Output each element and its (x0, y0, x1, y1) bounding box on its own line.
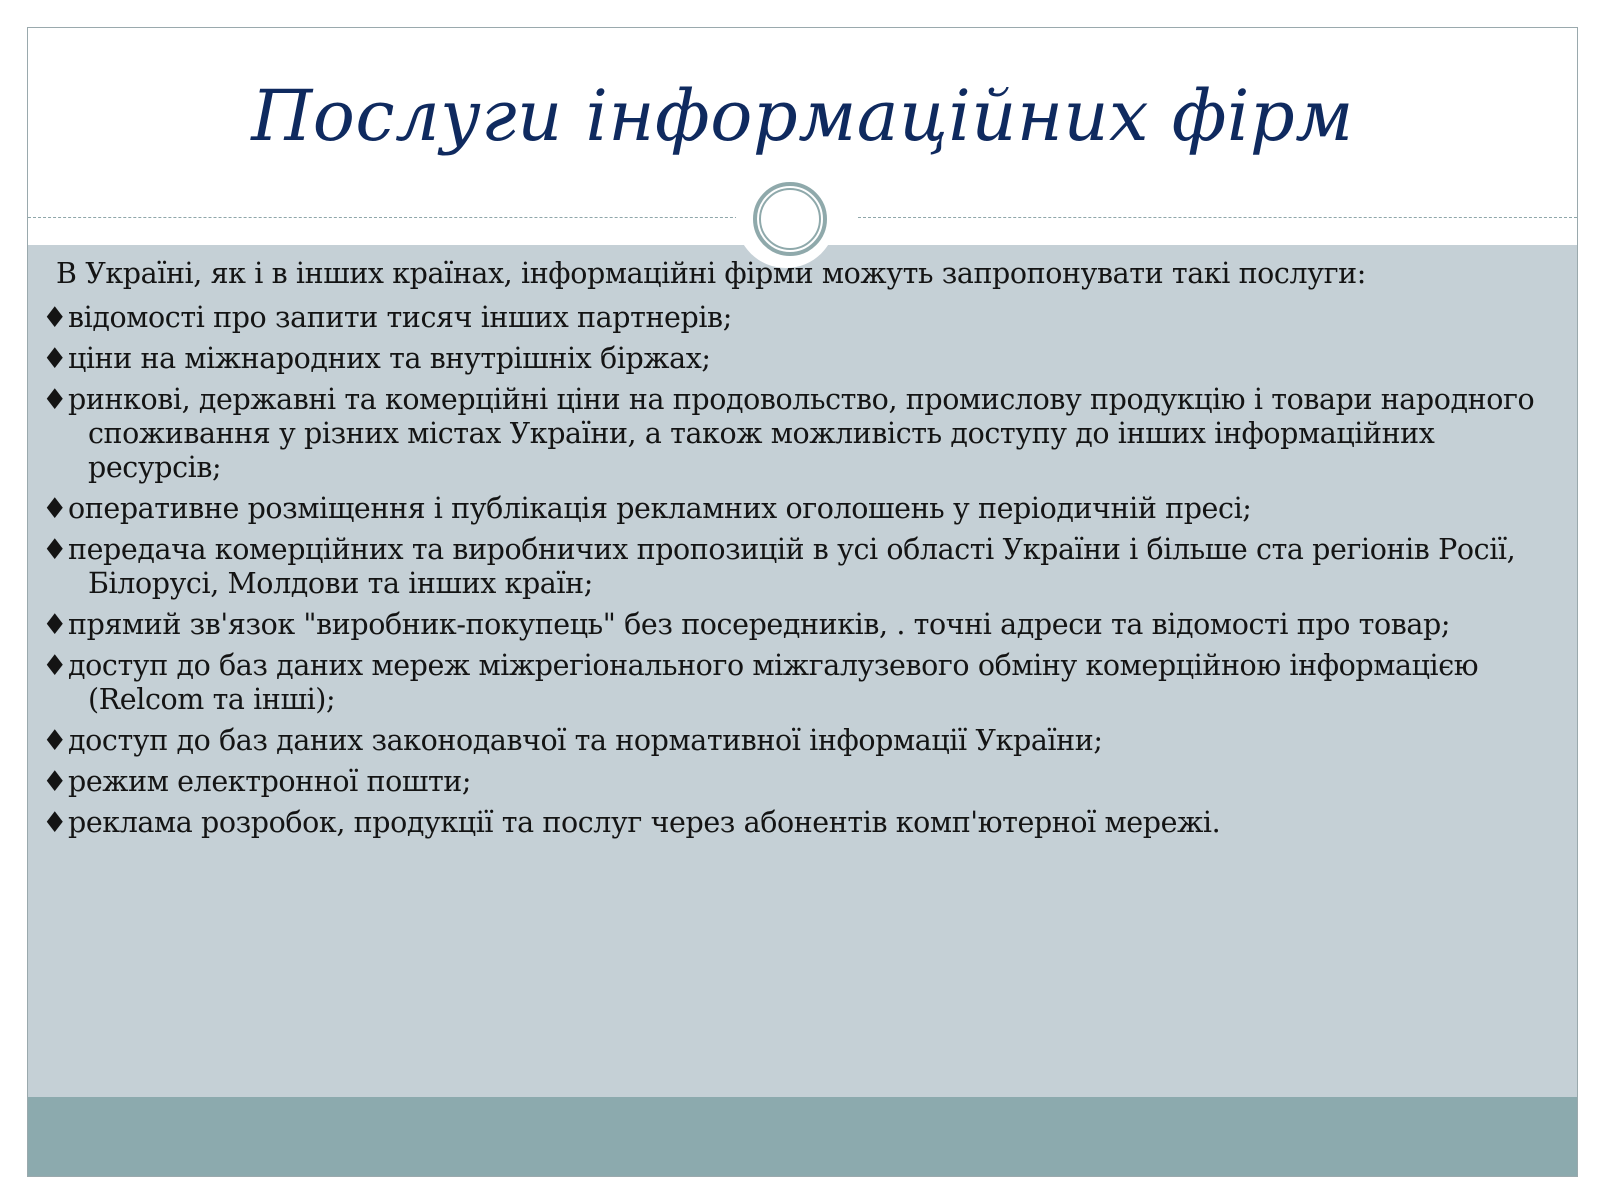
list-item-text: відомості про запити тисяч інших партнерів; (68, 301, 732, 334)
list-item-text: прямий зв'язок "виробник-покупець" без посередників, . точні адреси та відомості про товар; (68, 608, 1451, 641)
list-item (38, 342, 1538, 376)
list-item (38, 649, 1538, 717)
slide-body (38, 257, 1538, 847)
diamond-bullet-icon: ♦ (42, 724, 68, 757)
intro-paragraph (38, 257, 1538, 291)
diamond-bullet-icon: ♦ (42, 342, 68, 375)
divider-line-right (858, 217, 1577, 218)
services-list (38, 301, 1538, 840)
diamond-bullet-icon: ♦ (42, 301, 68, 334)
intro-text: В Україні, як і в інших країнах, інформаційні фірми можуть запропонувати такі послуги: (56, 257, 1366, 290)
list-item (38, 492, 1538, 526)
diamond-bullet-icon: ♦ (42, 383, 68, 416)
list-item-text: передача комерційних та виробничих пропозицій в усі області України і більше ста регіонів Росії, Білорусі, Молдови та інших країн; (68, 533, 1516, 600)
footer-bar (28, 1097, 1577, 1177)
list-item-text: режим електронної пошти; (68, 765, 472, 798)
list-item-text: ринкові, державні та комерційні ціни на продовольство, промислову продукцію і товари народного споживання у різних містах України, а також можливість доступу до інших інформаційних ресурсів; (68, 383, 1535, 484)
list-item (38, 301, 1538, 335)
list-item (38, 533, 1538, 601)
diamond-bullet-icon: ♦ (42, 492, 68, 525)
list-item-text: реклама розробок, продукції та послуг через абонентів комп'ютерної мережі. (68, 806, 1221, 839)
diamond-bullet-icon: ♦ (42, 649, 68, 682)
list-item (38, 608, 1538, 642)
list-item-text: доступ до баз даних мереж міжрегіонального міжгалузевого обміну комерційною інформацією (Relcom та інші); (68, 649, 1479, 716)
list-item (38, 383, 1538, 485)
slide-title: Послуги інформаційних фірм (251, 75, 1354, 157)
diamond-bullet-icon: ♦ (42, 806, 68, 839)
list-item-text: оперативне розміщення і публікація рекламних оголошень у періодичній пресі; (68, 492, 1252, 525)
diamond-bullet-icon: ♦ (42, 533, 68, 566)
diamond-bullet-icon: ♦ (42, 765, 68, 798)
divider-line-left (28, 217, 748, 218)
list-item (38, 806, 1538, 840)
diamond-bullet-icon: ♦ (42, 608, 68, 641)
list-item (38, 765, 1538, 799)
list-item-text: ціни на міжнародних та внутрішніх біржах; (68, 342, 711, 375)
list-item (38, 724, 1538, 758)
inner-circle-icon (759, 188, 821, 250)
list-item-text: доступ до баз даних законодавчої та нормативної інформації України; (68, 724, 1103, 757)
